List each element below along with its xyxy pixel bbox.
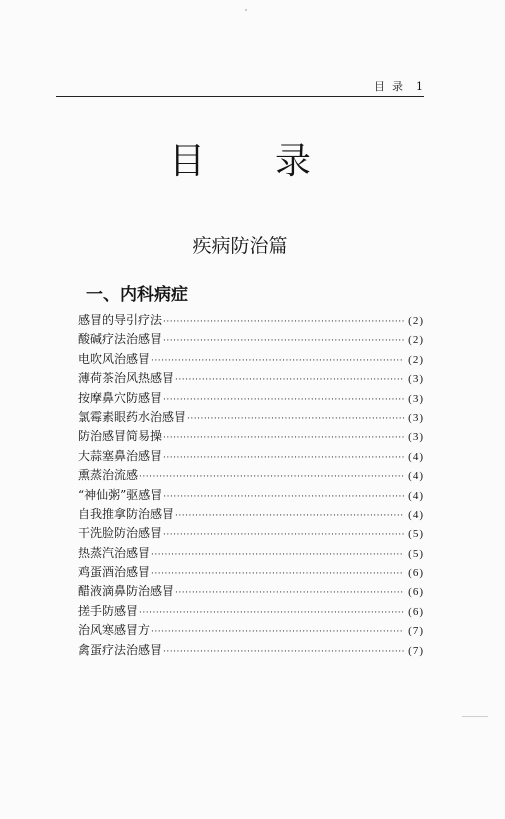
dot-leader [163,488,404,507]
toc-entry-title: 氯霉素眼药水治感冒 [78,409,187,424]
toc-entry[interactable] [78,602,424,621]
dot-leader [139,604,404,623]
dot-leader [151,623,404,642]
toc-entry[interactable] [78,350,424,369]
toc-entry-page: (4) [408,450,424,463]
toc-entry-title: 感冒的导引疗法 [78,313,163,327]
toc-entry-page: (4) [408,470,424,483]
toc-entry[interactable] [78,524,424,543]
scan-mark [462,716,488,717]
toc-entry-title: “神仙粥”驱感冒 [78,487,163,502]
header-rule [56,96,424,97]
toc-entry-title: 酸碱疗法治感冒 [78,332,163,347]
dot-leader [163,643,404,662]
toc-entry-page: (4) [408,489,424,502]
running-head [56,78,424,94]
toc-entry-page: (2) [408,334,424,347]
toc-entry-page: (3) [408,373,424,386]
dot-leader [175,507,404,526]
dot-leader [163,391,404,410]
dot-leader [163,526,404,545]
toc-entry-title: 防治感冒简易操 [78,429,163,444]
toc-entry-title: 电吹风治感冒 [78,351,151,366]
dot-leader [151,352,404,371]
toc-entry-title: 自我推拿防治感冒 [78,506,175,521]
dot-leader [151,565,404,584]
part-title: 疾病防治篇 [192,235,288,257]
toc-entry-page: (2) [408,315,424,327]
dot-leader [187,410,404,429]
toc-entry[interactable] [78,447,424,466]
toc-entry-page: (7) [408,644,424,657]
toc-title [56,133,424,183]
running-head-title-char-2: 录 [392,80,404,93]
toc-entry[interactable] [78,505,424,524]
toc-entry-page: (6) [408,605,424,618]
dot-leader [151,546,404,565]
scan-speck [245,9,247,11]
toc-entry-page: (7) [408,625,424,638]
toc-entry[interactable] [78,408,424,427]
toc-entry[interactable] [78,427,424,446]
toc-entry-page: (5) [408,528,424,541]
toc-entry[interactable] [78,311,424,330]
running-head-title-char-1: 目 [374,80,386,93]
toc-entry[interactable] [78,621,424,640]
toc-entry-page: (3) [408,392,424,405]
toc-entry[interactable] [78,389,424,408]
toc-entry-title: 干洗脸防治感冒 [78,526,163,541]
toc-entry-title: 薄荷茶治风热感冒 [78,371,175,386]
dot-leader [163,429,404,448]
toc-entry[interactable] [78,641,424,660]
toc-entry-title: 热蒸汽治感冒 [78,545,151,560]
toc-entry-title: 禽蛋疗法治感冒 [78,642,163,657]
toc-entry-title: 治风寒感冒方 [78,623,151,638]
toc-entry-page: (2) [408,353,424,366]
toc-title-char-2: 录 [275,140,312,182]
toc-entry-title: 鸡蛋酒治感冒 [78,565,151,580]
toc-entry[interactable] [78,544,424,563]
toc-entry[interactable] [78,486,424,505]
toc-entry-page: (6) [408,567,424,580]
dot-leader [163,449,404,468]
toc-entry-title: 醋液滴鼻防治感冒 [78,584,175,599]
toc-entry-page: (3) [408,431,424,444]
toc-entry[interactable] [78,369,424,388]
toc-entry-title: 大蒜塞鼻治感冒 [78,448,163,463]
toc-entry[interactable] [78,582,424,601]
toc-entry[interactable] [78,563,424,582]
dot-leader [175,371,404,390]
toc-entry-page: (6) [408,586,424,599]
toc-entry-title: 按摩鼻穴防感冒 [78,390,163,405]
toc-entry[interactable] [78,330,424,349]
dot-leader [163,313,404,332]
section-title: 一、内科病症 [86,285,188,305]
running-head-page-number: 1 [416,80,424,93]
toc-entry-page: (3) [408,411,424,424]
toc-entry-title: 熏蒸治流感 [78,468,139,483]
dot-leader [139,468,404,487]
toc-title-char-1: 目 [168,140,205,182]
toc-entry-page: (4) [408,508,424,521]
toc-entry[interactable] [78,466,424,485]
dot-leader [163,332,404,351]
toc-list [78,311,424,660]
dot-leader [175,584,404,603]
toc-entry-title: 搓手防感冒 [78,603,139,618]
toc-entry-page: (5) [408,547,424,560]
